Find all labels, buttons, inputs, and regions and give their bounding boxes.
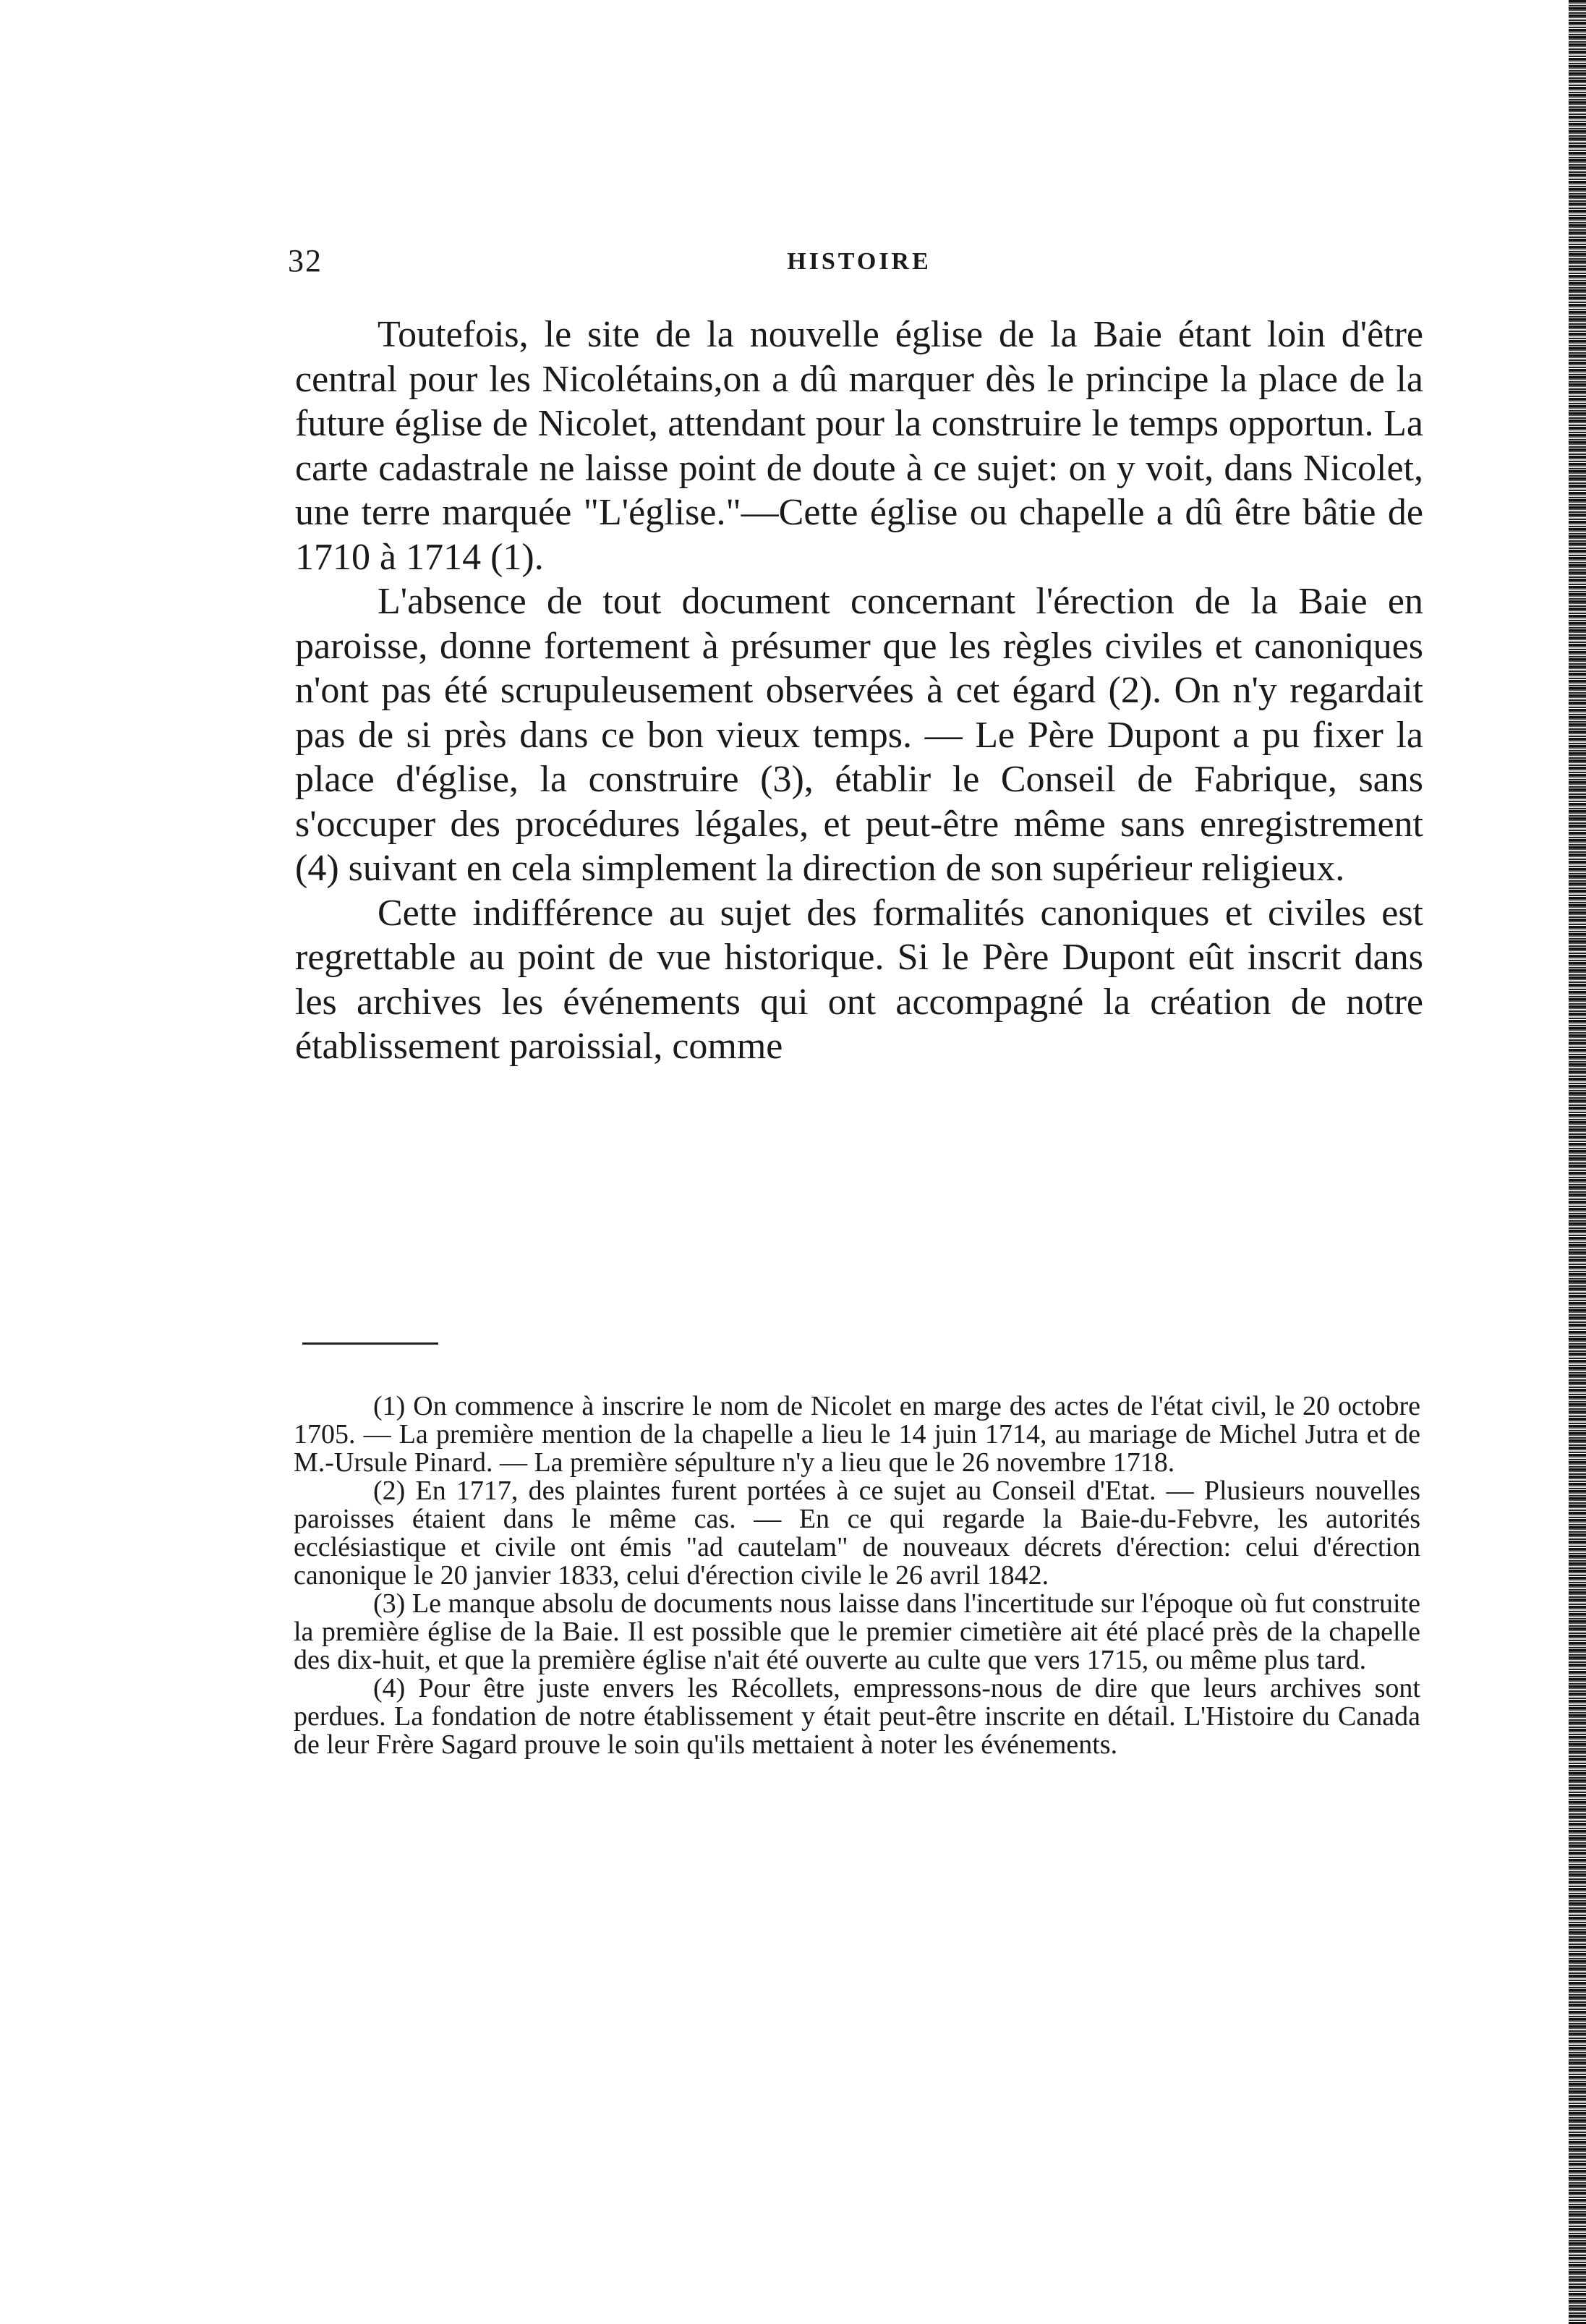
running-head: HISTOIRE	[787, 248, 931, 275]
paragraph: Toutefois, le site de la nouvelle église de la Baie étant loin d'être central pour les Nicolétains,on a dû marquer dès le principe la place de la future église de Nicolet, attendant pour la construire le temps opportun. La carte cadastrale ne laisse point de doute à ce sujet: on y voit, dans Nicolet, une terre marquée "L'église."—Cette église ou chapelle a dû être bâtie de 1710 à 1714 (1).	[295, 314, 1423, 578]
page-header	[288, 242, 1416, 286]
page-number: 32	[288, 243, 323, 278]
footnote: (1) On commence à inscrire le nom de Nicolet en marge des actes de l'état civil, le 20 octobre 1705. — La première mention de la chapelle a lieu le 14 juin 1714, au mariage de Michel Jutra et de M.-Ursule Pinard. — La première sépulture n'y a lieu que le 26 novembre 1718.	[294, 1391, 1420, 1478]
paragraph: L'absence de tout document concernant l'érection de la Baie en paroisse, donne fortement à présumer que les règles civiles et canoniques n'ont pas été scrupuleusement observées à cet égard (2). On n'y regardait pas de si près dans ce bon vieux temps. — Le Père Dupont a pu fixer la place d'église, la construire (3), établir le Conseil de Fabrique, sans s'occuper des procédures légales, et peut-être même sans enregistrement (4) suivant en cela simplement la direction de son supérieur religieux.	[295, 581, 1423, 889]
main-text	[295, 312, 1423, 1069]
footnote-separator	[302, 1342, 438, 1345]
paragraph: Cette indifférence au sujet des formalités canoniques et civiles est regrettable au point de vue historique. Si le Père Dupont eût inscrit dans les archives les événements qui ont accompagné la création de notre établissement paroissial, comme	[295, 892, 1423, 1067]
footnote: (4) Pour être juste envers les Récollets, empressons-nous de dire que leurs archives sont perdues. La fondation de notre établissement y était peut-être inscrite en détail. L'Histoire du Canada de leur Frère Sagard prouve le soin qu'ils mettaient à noter les événements.	[294, 1673, 1420, 1760]
footnotes	[294, 1392, 1420, 1759]
footnote: (3) Le manque absolu de documents nous laisse dans l'incertitude sur l'époque où fut construite la première église de la Baie. Il est possible que le premier cimetière ait été placé près de la chapelle des dix-huit, et que la première église n'ait été ouverte au culte que vers 1715, ou même plus tard.	[294, 1588, 1420, 1675]
page-binding-edge	[1561, 0, 1586, 2324]
footnote: (2) En 1717, des plaintes furent portées à ce sujet au Conseil d'Etat. — Plusieurs nouvelles paroisses étaient dans le même cas. — En ce qui regarde la Baie-du-Febvre, les autorités ecclésiastique et civile ont émis "ad cautelam" de nouveaux décrets d'érection: celui d'érection canonique le 20 janvier 1833, celui d'érection civile le 26 avril 1842.	[294, 1476, 1420, 1591]
